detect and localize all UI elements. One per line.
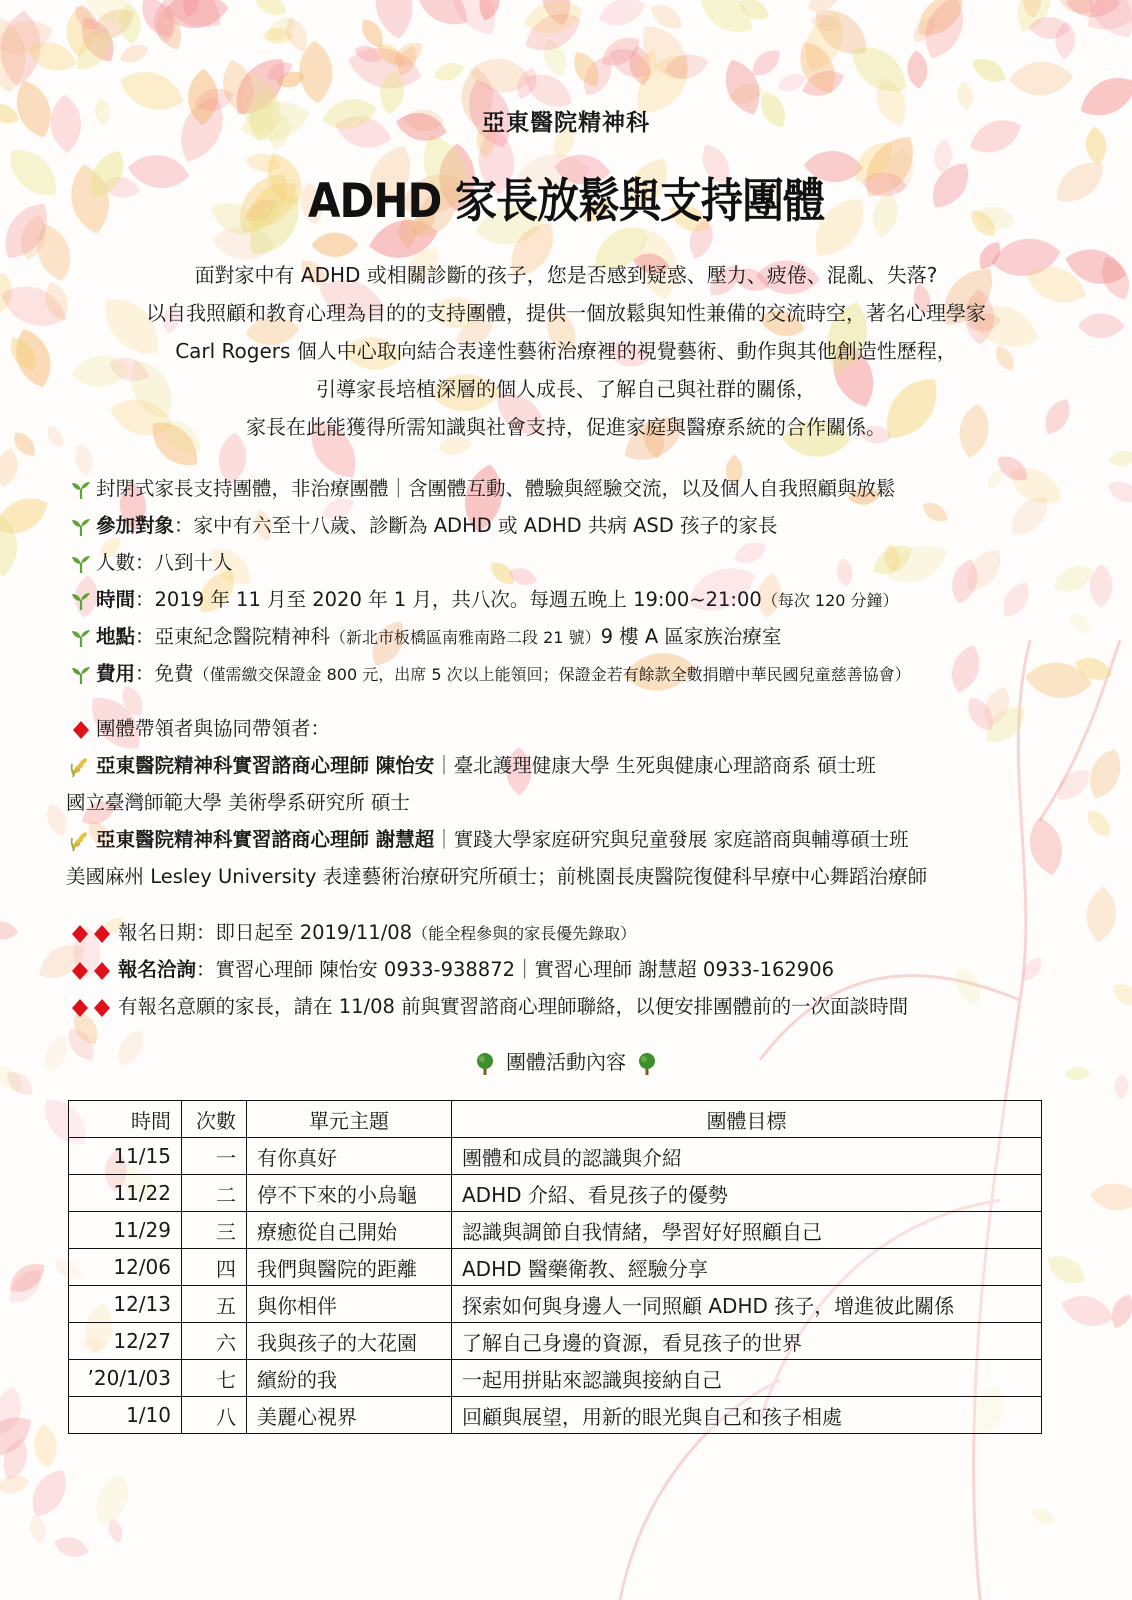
- cell-goal: 回顧與展望，用新的眼光與自己和孩子相處: [452, 1397, 1042, 1434]
- schedule-title: [0, 1044, 1132, 1080]
- cell-topic: 療癒從自己開始: [247, 1212, 452, 1249]
- sprout-icon: [66, 591, 96, 611]
- cell-date: 1/10: [69, 1397, 182, 1434]
- feature-item: [66, 618, 1076, 655]
- wheat-icon: [66, 756, 96, 778]
- cell-goal: 一起用拼貼來認識與接納自己: [452, 1360, 1042, 1397]
- intro-paragraph: [40, 256, 1092, 446]
- feature-note: （僅需繳交保證金 800 元，出席 5 次以上能領回；保證金若有餘款全數捐贈中華民國兒童慈善協會）: [193, 665, 911, 684]
- cell-topic: 我與孩子的大花園: [247, 1323, 452, 1360]
- leader-name: 亞東醫院精神科實習諮商心理師 謝慧超: [96, 828, 435, 851]
- leader-item: [66, 747, 1076, 784]
- intro-line: 引導家長培植深層的個人成長、了解自己與社群的關係，: [316, 377, 816, 401]
- table-row: [69, 1323, 1042, 1360]
- cell-goal: 探索如何與身邊人一同照顧 ADHD 孩子，增進彼此關係: [452, 1286, 1042, 1323]
- leaders-heading-text: 團體帶領者與協同帶領者：: [96, 717, 331, 740]
- cell-date: 12/13: [69, 1286, 182, 1323]
- registration-text: 有報名意願的家長，請在 11/08 前與實習諮商心理師聯絡，以便安排團體前的一次面談時間: [118, 995, 909, 1018]
- column-header: 時間: [69, 1101, 182, 1138]
- cell-goal: 了解自己身邊的資源，看見孩子的世界: [452, 1323, 1042, 1360]
- cell-date: ’20/1/03: [69, 1360, 182, 1397]
- column-header: 單元主題: [247, 1101, 452, 1138]
- double-red-diamond-icon: [66, 924, 118, 944]
- feature-item: [66, 581, 1076, 618]
- leaders-section: [66, 710, 1076, 895]
- leader-detail: 國立臺灣師範大學 美術學系研究所 碩士: [66, 791, 410, 814]
- cell-date: 11/15: [69, 1138, 182, 1175]
- cell-session: 六: [182, 1323, 247, 1360]
- table-row: [69, 1360, 1042, 1397]
- leaders-heading: [66, 710, 1076, 747]
- schedule-table: [68, 1100, 1042, 1434]
- feature-text: 人數：八到十人: [96, 551, 233, 574]
- column-header: 團體目標: [452, 1101, 1042, 1138]
- feature-text: ：免費: [135, 662, 194, 685]
- feature-item: [66, 655, 1076, 692]
- cell-goal: ADHD 介紹、看見孩子的優勢: [452, 1175, 1042, 1212]
- table-row: [69, 1286, 1042, 1323]
- sprout-icon: [66, 628, 96, 648]
- cell-topic: 美麗心視界: [247, 1397, 452, 1434]
- tree-icon: [636, 1052, 658, 1076]
- registration-key: 報名洽詢: [118, 958, 197, 981]
- leader-desc: ｜臺北護理健康大學 生死與健康心理諮商系 碩士班: [434, 754, 876, 777]
- cell-session: 二: [182, 1175, 247, 1212]
- cell-date: 11/22: [69, 1175, 182, 1212]
- cell-date: 11/29: [69, 1212, 182, 1249]
- cell-session: 五: [182, 1286, 247, 1323]
- table-header-row: [69, 1101, 1042, 1138]
- cell-goal: 團體和成員的認識與介紹: [452, 1138, 1042, 1175]
- cell-topic: 繽紛的我: [247, 1360, 452, 1397]
- double-red-diamond-icon: [66, 961, 118, 981]
- cell-session: 一: [182, 1138, 247, 1175]
- cell-session: 七: [182, 1360, 247, 1397]
- feature-note: （新北市板橋區南雅南路二段 21 號）: [330, 628, 601, 647]
- cell-date: 12/27: [69, 1323, 182, 1360]
- leader-name: 亞東醫院精神科實習諮商心理師 陳怡安: [96, 754, 435, 777]
- sprout-icon: [66, 554, 96, 574]
- table-row: [69, 1397, 1042, 1434]
- cell-session: 八: [182, 1397, 247, 1434]
- schedule-title-text: 團體活動內容: [506, 1050, 626, 1074]
- sprout-icon: [66, 517, 96, 537]
- feature-key: 參加對象: [96, 514, 175, 537]
- leader-detail: 美國麻州 Lesley University 表達藝術治療研究所碩士；前桃園長庚醫院復健科早療中心舞蹈治療師: [66, 865, 928, 888]
- cell-session: 三: [182, 1212, 247, 1249]
- feature-item: [66, 470, 1076, 507]
- feature-note: （每次 120 分鐘）: [761, 591, 899, 610]
- registration-item: [66, 951, 1076, 988]
- table-row: [69, 1138, 1042, 1175]
- feature-item: [66, 507, 1076, 544]
- feature-key: 時間: [96, 588, 136, 611]
- cell-goal: ADHD 醫藥衛教、經驗分享: [452, 1249, 1042, 1286]
- tree-icon: [474, 1052, 496, 1076]
- intro-line: 家長在此能獲得所需知識與社會支持，促進家庭與醫療系統的合作關係。: [246, 415, 886, 439]
- registration-item: [66, 914, 1076, 951]
- page-title: ADHD 家長放鬆與支持團體: [307, 173, 824, 229]
- cell-topic: 與你相伴: [247, 1286, 452, 1323]
- cell-date: 12/06: [69, 1249, 182, 1286]
- intro-line: Carl Rogers 個人中心取向結合表達性藝術治療裡的視覺藝術、動作與其他創造性歷程，: [175, 339, 957, 363]
- registration-section: [66, 914, 1076, 1025]
- registration-item: [66, 988, 1076, 1025]
- feature-text: ：家中有六至十八歲、診斷為 ADHD 或 ADHD 共病 ASD 孩子的家長: [174, 514, 778, 537]
- cell-topic: 停不下來的小烏龜: [247, 1175, 452, 1212]
- double-red-diamond-icon: [66, 998, 118, 1018]
- feature-text: 9 樓 A 區家族治療室: [600, 625, 782, 648]
- cell-topic: 有你真好: [247, 1138, 452, 1175]
- cell-topic: 我們與醫院的距離: [247, 1249, 452, 1286]
- feature-key: 費用: [96, 662, 136, 685]
- cell-session: 四: [182, 1249, 247, 1286]
- table-row: [69, 1212, 1042, 1249]
- leader-desc: ｜實踐大學家庭研究與兒童發展 家庭諮商與輔導碩士班: [434, 828, 909, 851]
- sprout-icon: [66, 665, 96, 685]
- registration-note: （能全程參與的家長優先錄取）: [412, 924, 637, 943]
- cell-goal: 認識與調節自我情緒，學習好好照顧自己: [452, 1212, 1042, 1249]
- feature-item: [66, 544, 1076, 581]
- registration-text: ：實習心理師 陳怡安 0933-938872｜實習心理師 謝慧超 0933-162906: [196, 958, 835, 981]
- red-diamond-icon: [66, 720, 96, 740]
- intro-line: 以自我照顧和教育心理為目的的支持團體，提供一個放鬆與知性兼備的交流時空，著名心理學家: [146, 301, 986, 325]
- column-header: 次數: [182, 1101, 247, 1138]
- wheat-icon: [66, 830, 96, 852]
- table-row: [69, 1175, 1042, 1212]
- feature-key: 地點: [96, 625, 136, 648]
- sprout-icon: [66, 480, 96, 500]
- table-row: [69, 1249, 1042, 1286]
- feature-text: ：亞東紀念醫院精神科: [135, 625, 331, 648]
- feature-text: 封閉式家長支持團體，非治療團體｜含團體互動、體驗與經驗交流，以及個人自我照顧與放鬆: [96, 477, 896, 500]
- organization-name: 亞東醫院精神科: [482, 110, 650, 136]
- leader-item: [66, 821, 1076, 858]
- feature-text: ：2019 年 11 月至 2020 年 1 月，共八次。每週五晚上 19:00~21:00: [135, 588, 762, 611]
- registration-text: 報名日期：即日起至 2019/11/08: [118, 921, 413, 944]
- feature-list: [66, 470, 1076, 692]
- intro-line: 面對家中有 ADHD 或相關診斷的孩子，您是否感到疑惑、壓力、疲倦、混亂、失落?: [194, 263, 938, 287]
